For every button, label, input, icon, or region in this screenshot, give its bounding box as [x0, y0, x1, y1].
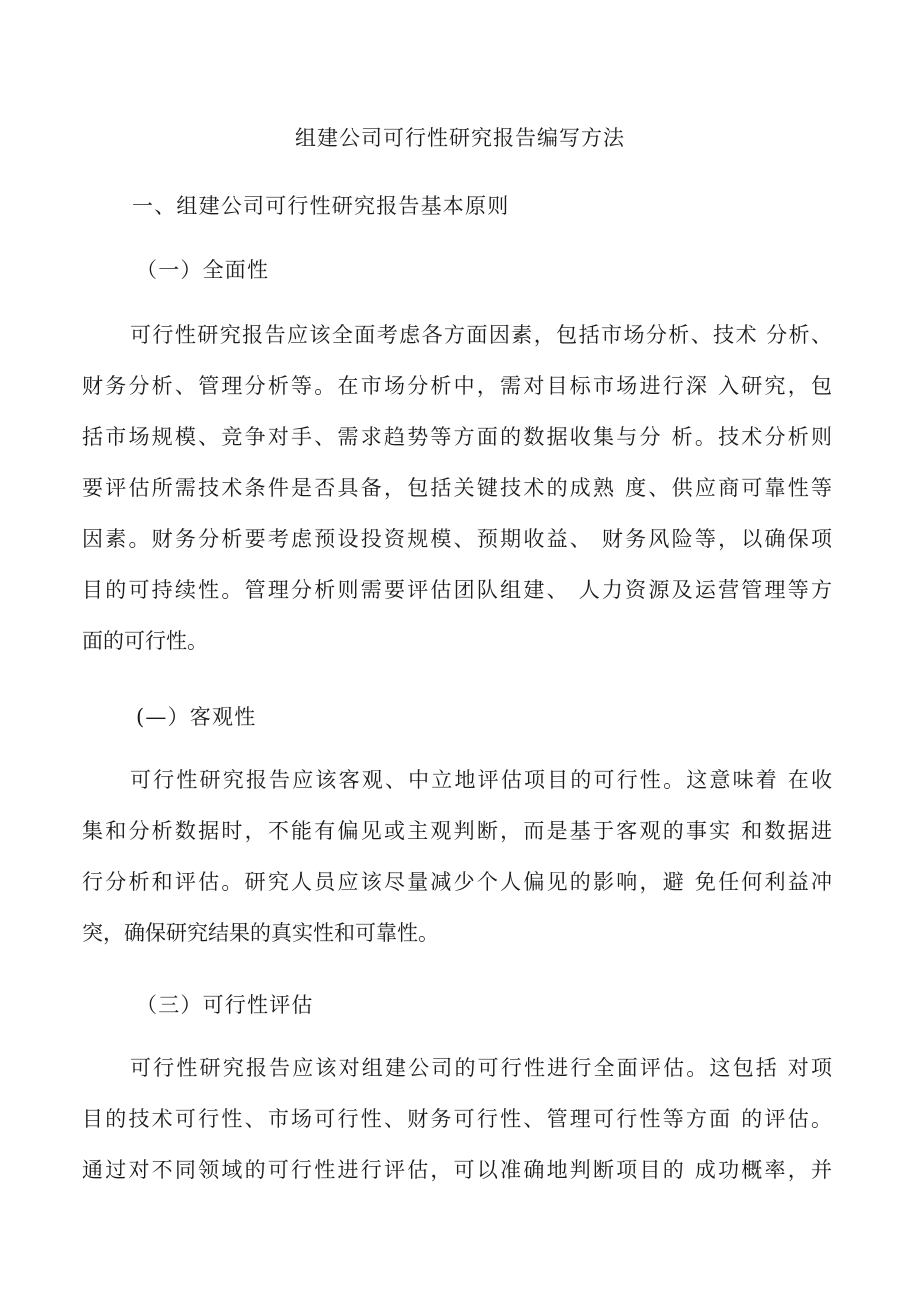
document-title: 组建公司可行性研究报告编写方法 [295, 126, 625, 150]
paragraph-objectivity [82, 755, 832, 959]
text-line: 目的可持续性。管理分析则需要评估团队组建、 人力资源及运营管理等方 [82, 578, 832, 602]
text-line: 面的可行性。 [82, 629, 208, 653]
text-line: 财务分析、管理分析等。在市场分析中，需对目标市场进行深 入研究，包 [82, 374, 832, 398]
text-line: 集和分析数据时，不能有偏见或主观判断，而是基于客观的事实 和数据进 [82, 819, 832, 843]
text-line: 可行性研究报告应该客观、中立地评估项目的可行性。这意味着 在收 [130, 768, 832, 792]
text-line: 目的技术可行性、市场可行性、财务可行性、管理可行性等方面 的评估。 [82, 1107, 832, 1131]
text-line: 通过对不同领域的可行性进行评估，可以准确地判断项目的 成功概率，并 [82, 1158, 832, 1182]
subsection-heading-comprehensiveness: （一）全面性 [136, 258, 270, 282]
text-line: 因素。财务分析要考虑预设投资规模、预期收益、 财务风险等，以确保项 [82, 527, 832, 551]
text-line: 括市场规模、竞争对手、需求趋势等方面的数据收集与分 析。技术分析则 [82, 425, 832, 449]
text-line: 突，确保研究结果的真实性和可靠性。 [82, 921, 439, 945]
section-heading: 一、组建公司可行性研究报告基本原则 [132, 194, 510, 218]
text-line: 可行性研究报告应该全面考虑各方面因素，包括市场分析、技术 分析、 [130, 323, 832, 347]
subsection-heading-objectivity: (—）客观性 [136, 705, 257, 729]
text-line: 要评估所需技术条件是否具备，包括关键技术的成熟 度、供应商可靠性等 [82, 476, 832, 500]
text-line: 行分析和评估。研究人员应该尽量减少个人偏见的影响，避 免任何利益冲 [82, 870, 832, 894]
paragraph-feasibility-assessment [82, 1043, 832, 1196]
subsection-heading-feasibility-assessment: （三）可行性评估 [136, 993, 314, 1017]
text-line: 可行性研究报告应该对组建公司的可行性进行全面评估。这包括 对项 [130, 1056, 832, 1080]
paragraph-comprehensiveness [82, 310, 832, 667]
